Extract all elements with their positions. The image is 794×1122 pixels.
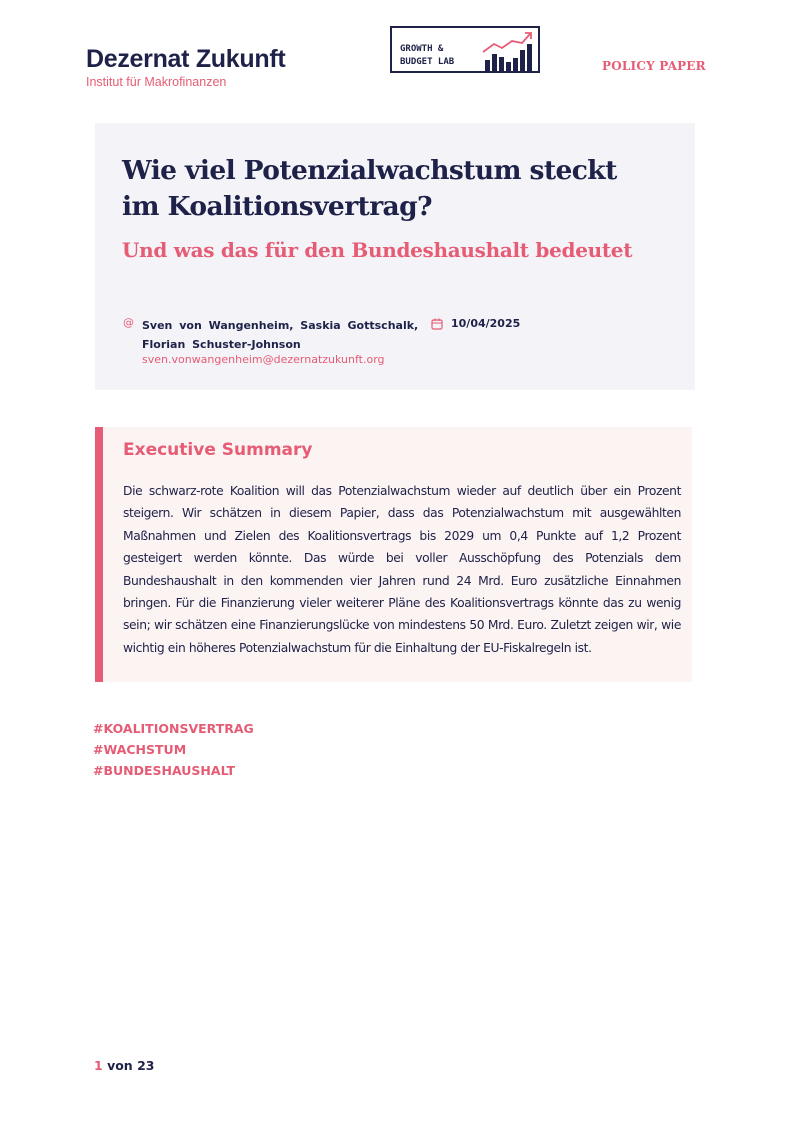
logo-subtitle: Institut für Makrofinanzen — [86, 75, 227, 89]
page-total: 23 — [137, 1058, 155, 1073]
document-title: Wie viel Potenzialwachstum steckt im Koalitionsvertrag? — [122, 155, 617, 222]
summary-accent-bar — [95, 427, 103, 682]
tag-koalitionsvertrag[interactable]: #KOALITIONSVERTRAG — [93, 721, 254, 736]
page-current: 1 — [94, 1058, 103, 1073]
gbl-line-2: BUDGET LAB — [400, 57, 455, 67]
summary-body: Die schwarz-rote Koalition will das Potenzialwachstum wieder auf deutlich über ein Prozent steigern. Wir schätzen in diesem Papier, dass das Potenzialwachstum mit ausgewählten Maßnahmen und Zielen des Koalitionsvertrags bis 2029 um 0,4 Punkte auf 1,2 Prozent gesteigert werden könnte. Das würde bei voller Ausschöpfung des Potenzials dem Bundeshaushalt in den kommenden vier Jahren rund 24 Mrd. Euro zusätzliche Einnahmen bringen. Für die Finanzierung vieler weiterer Pläne des Koalitionsvertrags könnte das zu wenig sein; wir schätzen eine Finanzierungslücke von mindestens 50 Mrd. Euro. Zuletzt zeigen wir, wie wichtig ein höheres Potenzialwachstum für die Einhaltung der EU-Fiskalregeln ist. — [123, 484, 681, 655]
publication-date: 10/04/2025 — [451, 317, 521, 330]
document-subtitle: Und was das für den Bundeshaushalt bedeutet — [122, 238, 633, 262]
logo-dezernat-zukunft: Dezernat Zukunft — [86, 45, 286, 73]
authors: Sven von Wangenheim, Saskia Gottschalk, Florian Schuster-Johnson — [142, 319, 419, 351]
at-icon: @ — [123, 316, 134, 329]
bar-chart-logo-icon — [482, 30, 536, 72]
page-number — [94, 1058, 154, 1073]
author-email-link[interactable]: sven.vonwangenheim@dezernatzukunft.org — [142, 353, 385, 366]
tag-list — [93, 718, 254, 781]
tag-wachstum[interactable]: #WACHSTUM — [93, 742, 187, 757]
growth-budget-lab-logo-text — [400, 43, 454, 69]
growth-budget-lab-logo — [390, 26, 540, 73]
calendar-icon — [431, 318, 443, 330]
tag-bundeshaushalt[interactable]: #BUNDESHAUSHALT — [93, 763, 235, 778]
title-block — [95, 123, 695, 390]
summary-heading: Executive Summary — [123, 440, 313, 460]
document-type-label: POLICY PAPER — [602, 59, 706, 73]
executive-summary-box — [95, 427, 692, 682]
page-separator: von — [107, 1058, 133, 1073]
gbl-line-1: GROWTH & — [400, 44, 444, 54]
